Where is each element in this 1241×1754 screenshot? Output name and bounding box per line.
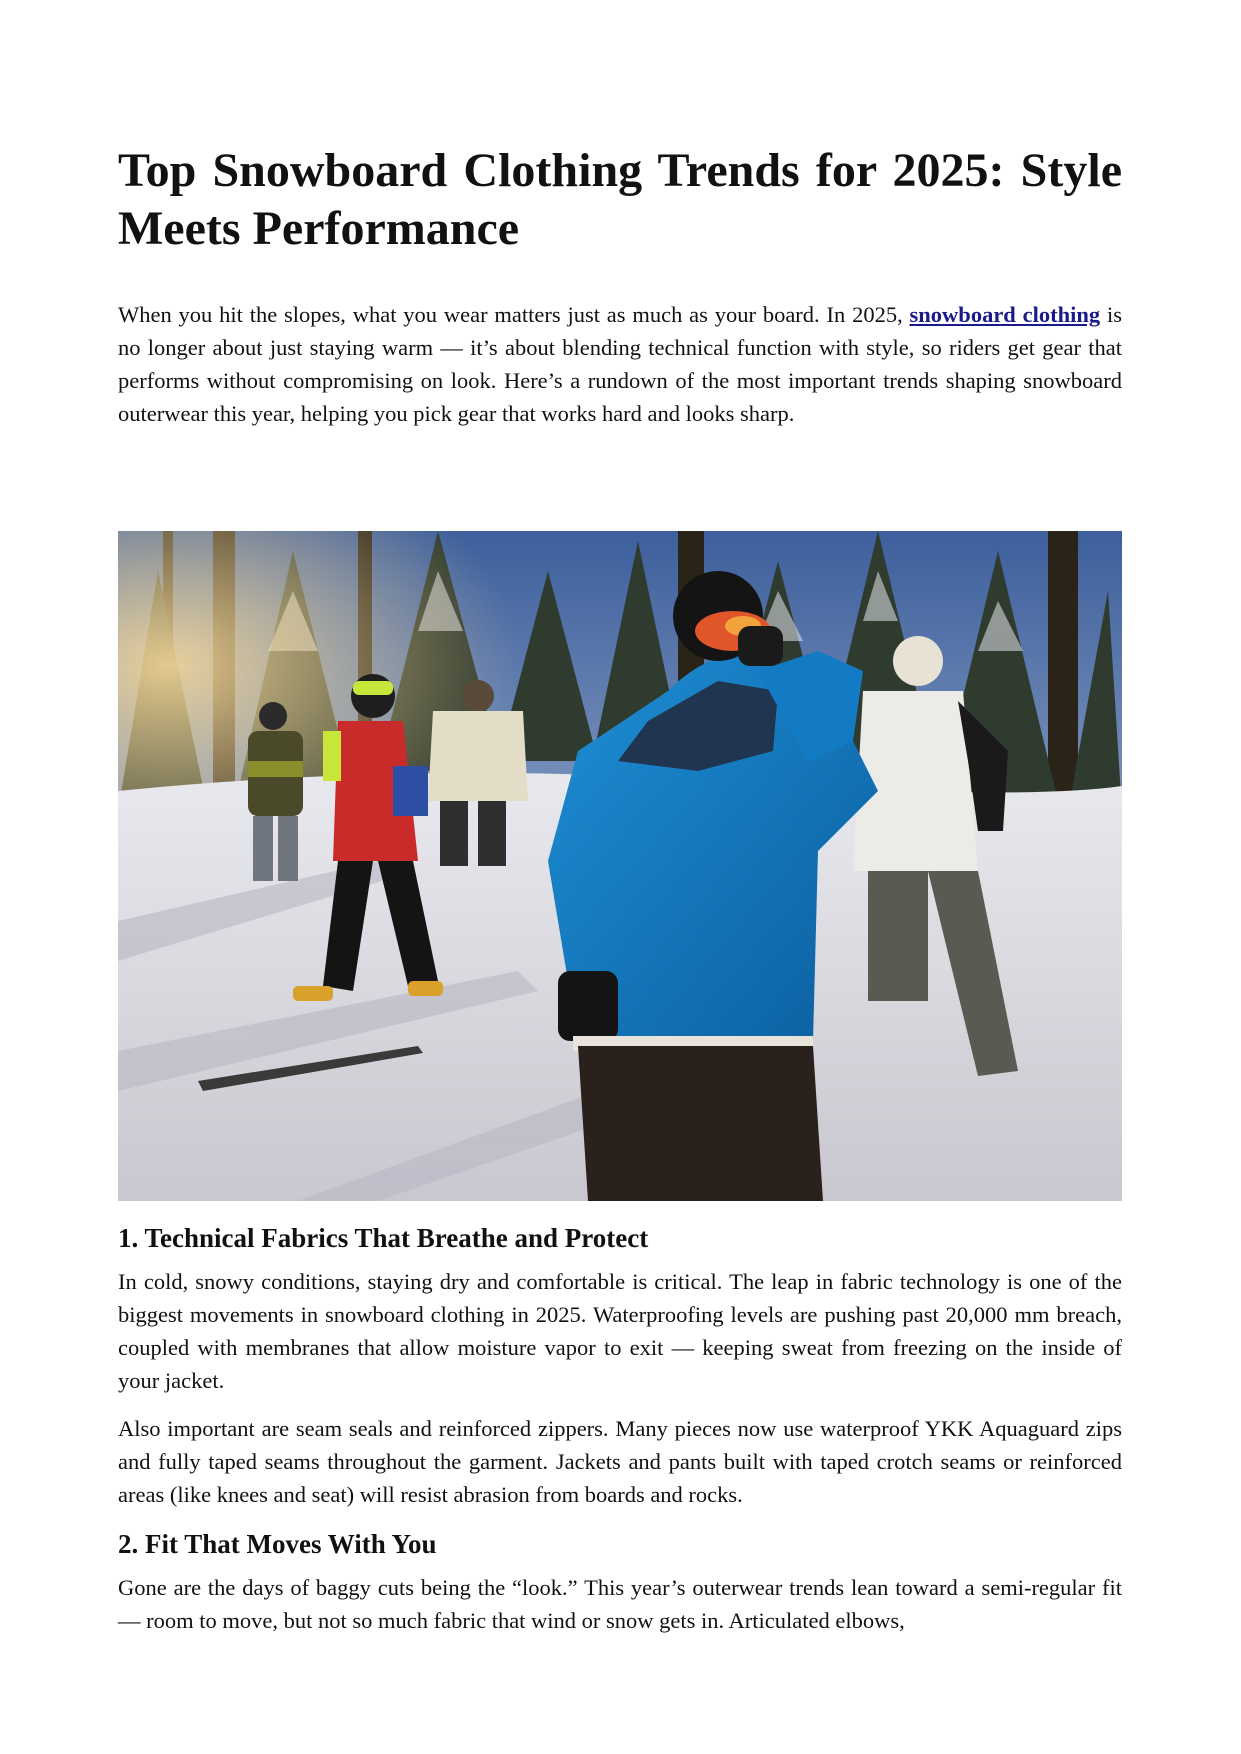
section-1-paragraph-2: Also important are seam seals and reinforced zippers. Many pieces now use waterproof YKK Aquaguard zips and fully taped seams throughout the garment. Jackets and pants built with taped crotch seams or reinforced areas (like knees and seat) will resist abrasion from boards and rocks. xyxy=(118,1416,1122,1507)
section-1-paragraph-1: In cold, snowy conditions, staying dry and comfortable is critical. The leap in fabric technology is one of the biggest movements in snowboard clothing in 2025. Waterproofing levels are pushing past 20,000 mm breach, coupled with membranes that allow moisture vapor to exit — keeping sweat from freezing on the inside of your jacket. xyxy=(118,1269,1122,1393)
intro-paragraph xyxy=(118,298,1122,430)
section-2-paragraph-1: Gone are the days of baggy cuts being the “look.” This year’s outerwear trends lean toward a semi-regular fit — room to move, but not so much fabric that wind or snow gets in. Articulated elbows, xyxy=(118,1575,1122,1633)
snowboarders-photo xyxy=(118,531,1122,1201)
section-2-heading: 2. Fit That Moves With You xyxy=(118,1529,437,1559)
intro-text-start: When you hit the slopes, what you wear matters just as much as your board. In 2025, xyxy=(118,302,910,327)
section-1-heading: 1. Technical Fabrics That Breathe and Protect xyxy=(118,1223,649,1253)
article-title: Top Snowboard Clothing Trends for 2025: Style Meets Performance xyxy=(118,144,1122,255)
intro-text-end: is no longer about just staying warm — it’s about blending technical function with style, so riders get gear that performs without compromising on look. Here’s a rundown of the most important trends shaping snowboard outerwear this year, helping you pick gear that works hard and looks sharp. xyxy=(118,302,1122,426)
snowboard-clothing-link[interactable]: snowboard clothing xyxy=(909,302,1101,327)
